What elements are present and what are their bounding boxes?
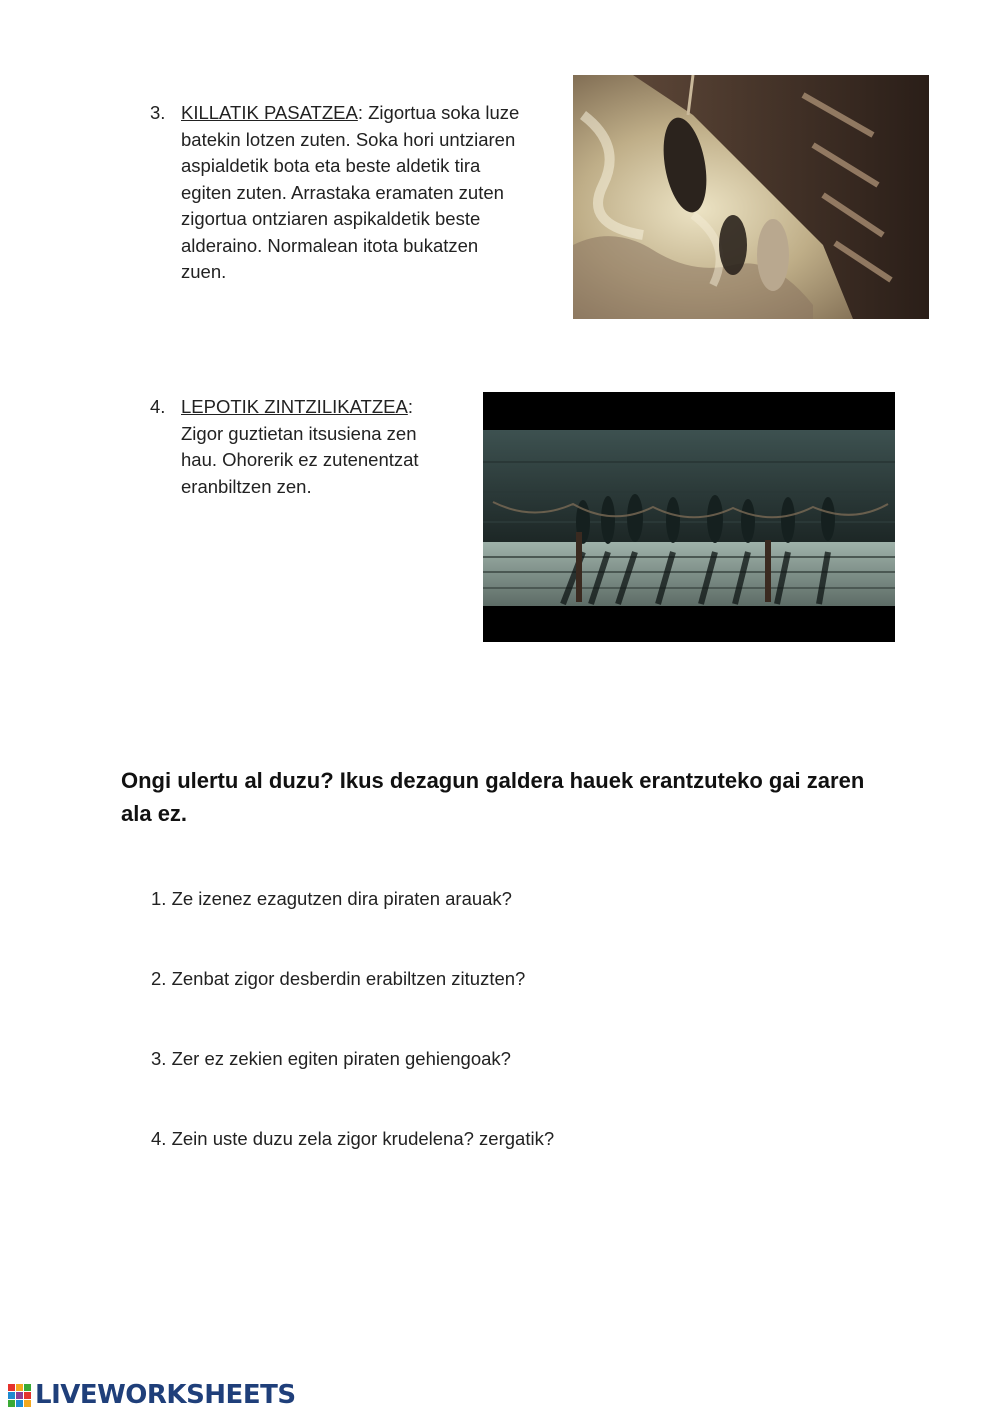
item-desc-line: batekin lotzen zuten. Soka hori untziaren [181,128,516,150]
item-desc-line: zuen. [181,261,227,282]
item-term: KILLATIK PASATZEA [181,102,358,123]
item-desc-line: alderaino. Normalean itota bukatzen [181,234,479,256]
item-desc-line: hau. Ohorerik ez zutenentzat [181,449,419,470]
keelhauling-illustration [573,75,929,319]
item-desc-line: eranbiltzen zen. [181,475,312,497]
brand-grid-icon [8,1382,32,1408]
keelhauling-photo [573,75,929,319]
quiz-heading: Ongi ulertu al duzu? Ikus dezagun galdera hauek erantzuteko gai zaren ala ez. [121,768,865,826]
hanging-photo [483,392,895,642]
item-number: 4. [150,396,166,417]
quiz-question: 1. Ze izenez ezagutzen dira piraten arauak? [151,888,512,909]
item-number: 3. [150,102,166,123]
brand-name: LIVEWORKSHEETS [35,1380,296,1410]
item-text [181,100,571,286]
item-desc-line: zigortua ontziaren aspikaldetik beste [181,208,481,229]
liveworksheets-logo[interactable] [8,1380,296,1410]
item-text [181,394,466,500]
item-desc-line: egiten zuten. Arrastaka eramaten zuten [181,181,504,203]
item-desc-line: : Zigortua soka luze [357,102,520,123]
quiz-question: 2. Zenbat zigor desberdin erabiltzen zituzten? [151,968,526,989]
item-desc-line: : [407,396,413,417]
item-desc-line: aspialdetik bota eta beste aldetik tira [181,155,481,176]
item-desc-line: Zigor guztietan itsusiena zen [181,422,417,444]
hanging-illustration [483,392,895,642]
item-term: LEPOTIK ZINTZILIKATZEA [181,396,408,417]
quiz-question: 4. Zein uste duzu zela zigor krudelena? zergatik? [151,1128,555,1149]
quiz-question: 3. Zer ez zekien egiten piraten gehiengoak? [151,1048,511,1069]
